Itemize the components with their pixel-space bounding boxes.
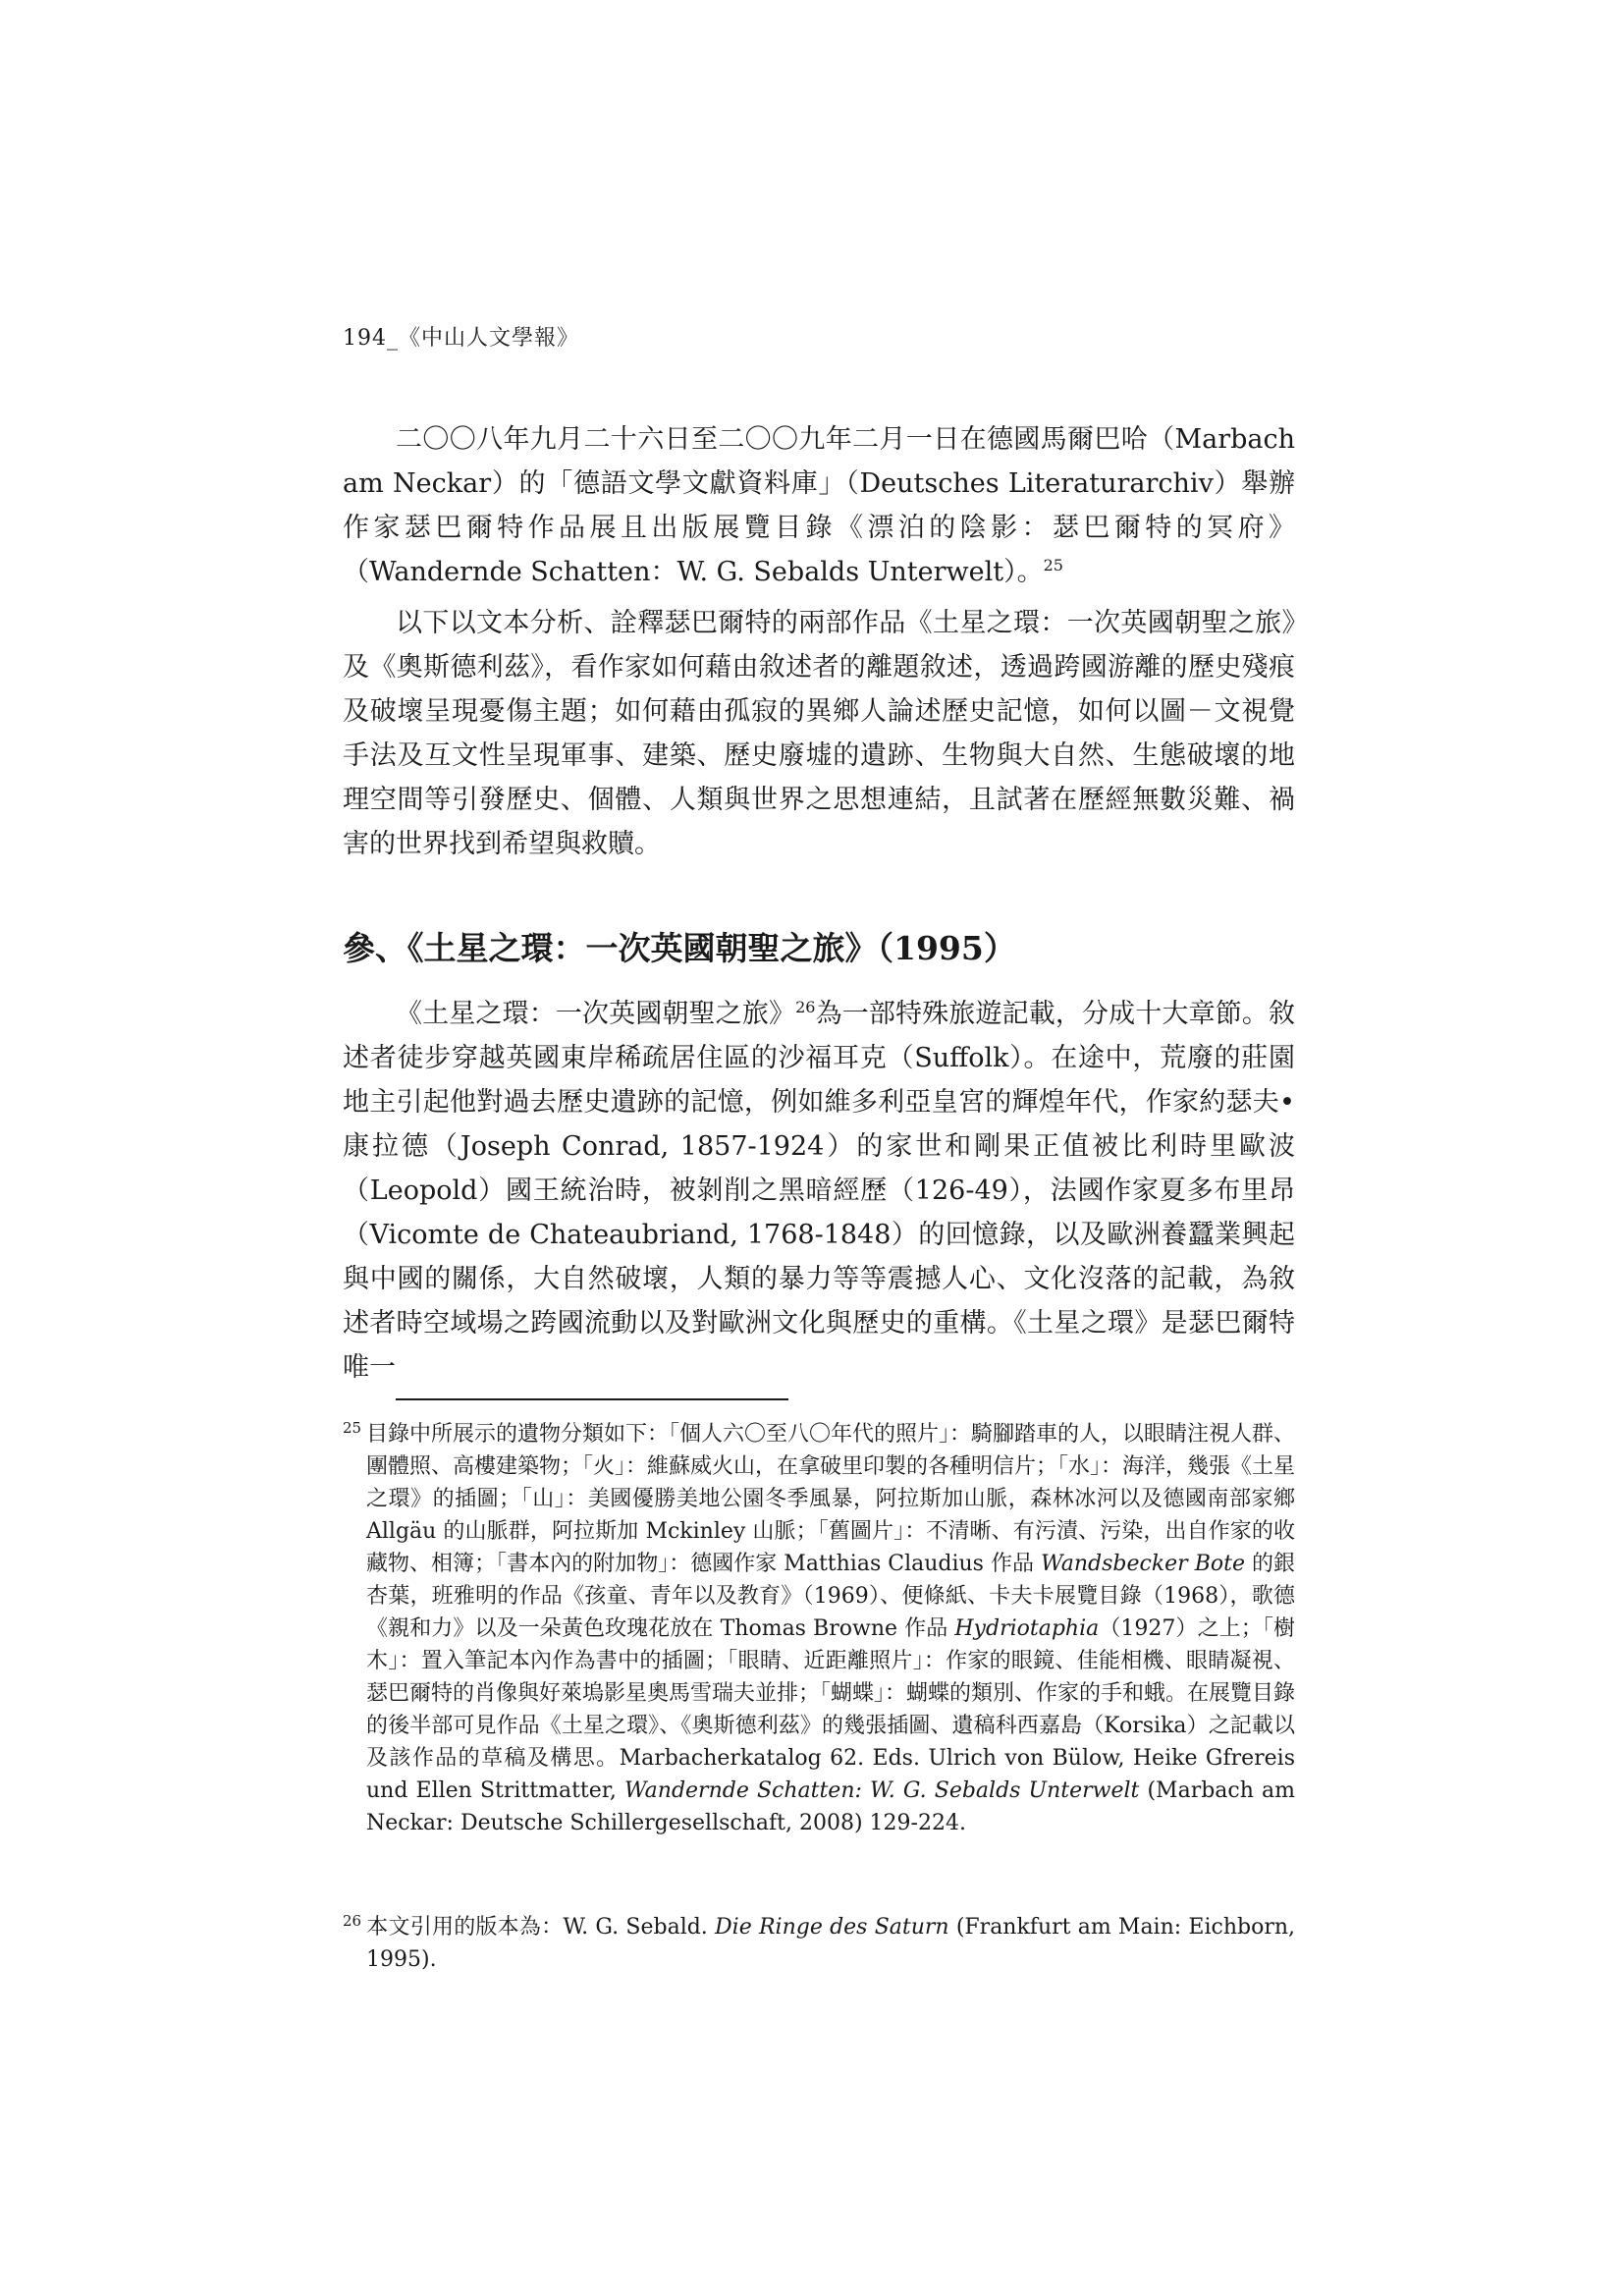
- footnote-25-title-2: Hydriotaphia: [954, 1616, 1100, 1641]
- footnote-26-text-a: 本文引用的版本為：W. G. Sebald.: [366, 1915, 716, 1940]
- footnote-25-text-d: (Marbach am Neckar: Deutsche Schillergesellschaft, 2008) 129-224.: [366, 1778, 1295, 1835]
- footnote-25-title-3: Wandernde Schatten: W. G. Sebalds Unterwelt: [623, 1778, 1140, 1803]
- footnote-25-number: 25: [343, 1419, 362, 1437]
- footnote-ref-26: 26: [795, 998, 816, 1016]
- paragraph-1-text: 二〇〇八年九月二十六日至二〇〇九年二月一日在德國馬爾巴哈（Marbach am Neckar）的「德語文學文獻資料庫」（Deutsches Literaturarchiv）舉辦作家瑟巴爾特作品展且出版展覽目錄《漂泊的陰影：瑟巴爾特的冥府》（Wandernde Schatten：W. G. Sebalds Unterwelt）。: [343, 424, 1295, 587]
- paragraph-2: 以下以文本分析、詮釋瑟巴爾特的兩部作品《土星之環：一次英國朝聖之旅》及《奧斯德利茲》，看作家如何藉由敘述者的離題敘述，透過跨國游離的歷史殘痕及破壞呈現憂傷主題；如何藉由孤寂的異鄉人論述歷史記憶，如何以圖－文視覺手法及互文性呈現軍事、建築、歷史廢墟的遺跡、生物與大自然、生態破壞的地理空間等引發歷史、個體、人類與世界之思想連結，且試著在歷經無數災難、禍害的世界找到希望與救贖。: [343, 608, 1295, 859]
- running-head: 194_《中山人文學報》: [343, 326, 579, 351]
- footnote-25: [343, 1418, 1295, 1839]
- footnote-25-text-b: 的銀杏葉，班雅明的作品《孩童、青年以及教育》（1969）、便條紙、卡夫卡展覽目錄（1968），歌德《親和力》以及一朵黃色玫瑰花放在 Thomas Browne 作品: [366, 1552, 1295, 1641]
- paragraph-1: [343, 417, 1295, 594]
- footnote-25-title-1: Wandsbecker Bote: [1041, 1552, 1245, 1576]
- footnote-26-title: Die Ringe des Saturn: [715, 1915, 949, 1940]
- footnote-25-text-a: 目錄中所展示的遺物分類如下：「個人六〇至八〇年代的照片」：騎腳踏車的人，以眼睛注視人群、團體照、高樓建築物；「火」：維蘇威火山，在拿破里印製的各種明信片；「水」：海洋，幾張《土星之環》的插圖；「山」：美國優勝美地公園冬季風暴，阿拉斯加山脈，森林冰河以及德國南部家鄉 Allgäu 的山脈群，阿拉斯加 Mckinley 山脈；「舊圖片」：不清晰、有污漬、污染，出自作家的收藏物、相簿；「書本內的附加物」：德國作家 Matthias Claudius 作品: [366, 1422, 1296, 1576]
- footnote-25-text-c: （1927）之上；「樹木」：置入筆記本內作為書中的插圖；「眼睛、近距離照片」：作家的眼鏡、佳能相機、眼睛凝視、瑟巴爾特的肖像與好萊塢影星奧馬雪瑞夫並排；「蝴蝶」：蝴蝶的類別、作家的手和蛾。在展覽目錄的後半部可見作品《土星之環》、《奧斯德利茲》的幾張插圖、遺稿科西嘉島（Korsika）之記載以及該作品的草稿及構思。Marbacherkatalog 62. Eds. Ulrich von Bülow, Heike Gfrereis und Ellen Strittmatter,: [366, 1616, 1296, 1803]
- section-heading: 參、《土星之環：一次英國朝聖之旅》（1995）: [343, 929, 1016, 967]
- footnote-26-text-b: (Frankfurt am Main: Eichborn, 1995).: [366, 1915, 1296, 1972]
- paragraph-3: [343, 992, 1295, 1390]
- footnote-ref-25: 25: [1043, 556, 1063, 574]
- footnote-26-number: 26: [343, 1912, 362, 1930]
- paragraph-3-text: 為一部特殊旅遊記載，分成十大章節。敘述者徒步穿越英國東岸稀疏居住區的沙福耳克（Suffolk）。在途中，荒廢的莊園地主引起他對過去歷史遺跡的記憶，例如維多利亞皇宮的輝煌年代，作家約瑟夫•康拉德（Joseph Conrad, 1857-1924）的家世和剛果正值被比利時里歐波（Leopold）國王統治時，被剝削之黑暗經歷（126-49），法國作家夏多布里昂（Vicomte de Chateaubriand, 1768-1848）的回憶錄，以及歐洲養蠶業興起與中國的關係，大自然破壞，人類的暴力等等震撼人心、文化沒落的記載，為敘述者時空域場之跨國流動以及對歐洲文化與歷史的重構。《土星之環》是瑟巴爾特唯一: [343, 999, 1295, 1383]
- paragraph-3-title: 《土星之環：一次英國朝聖之旅》: [396, 999, 796, 1029]
- footnote-26: [343, 1911, 1295, 1976]
- footnote-divider: [396, 1398, 788, 1400]
